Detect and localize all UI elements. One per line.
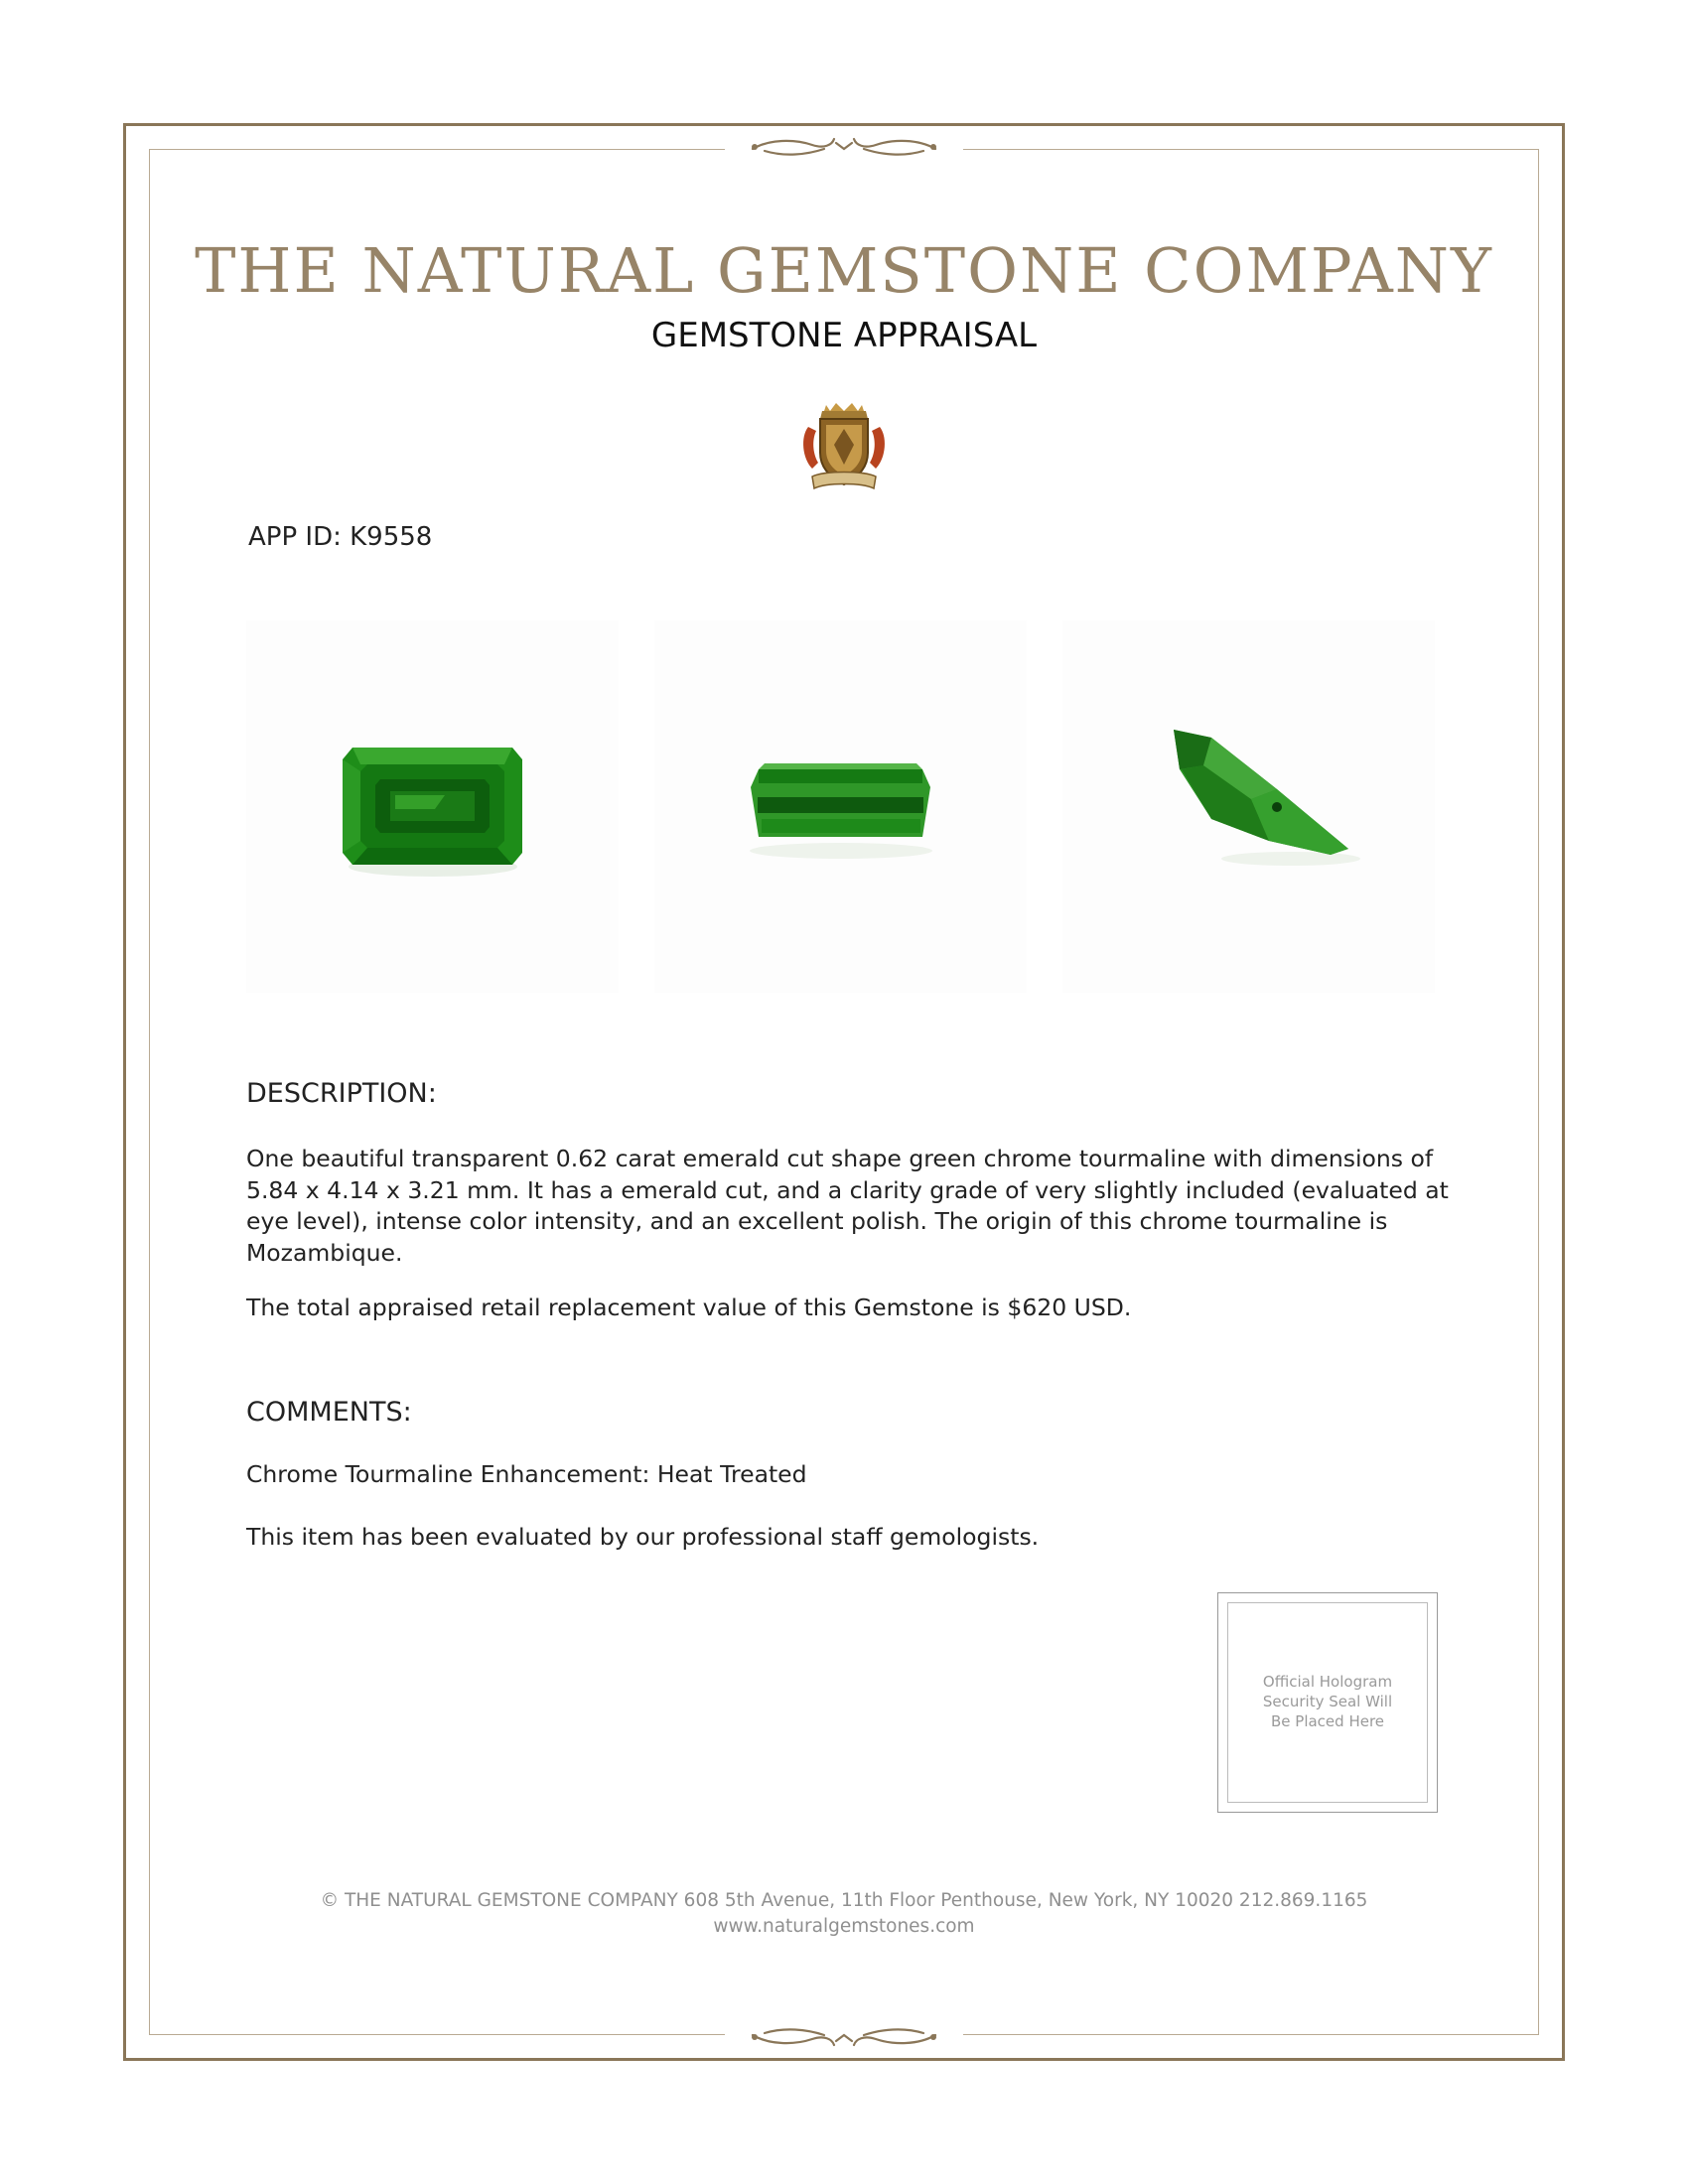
appraised-value-text: The total appraised retail replacement value of this Gemstone is $620 USD.: [246, 1294, 1132, 1321]
gem-top-view-image: [246, 620, 619, 993]
seal-line-2: Security Seal Will: [1262, 1693, 1393, 1710]
document-title: GEMSTONE APPRAISAL: [650, 316, 1038, 355]
footer-website-link[interactable]: www.naturalgemstones.com: [713, 1916, 975, 1937]
footer-address: © THE NATURAL GEMSTONE COMPANY 608 5th Avenue, 11th Floor Penthouse, New York, NY 10020 212.869.1165: [320, 1890, 1368, 1911]
hologram-seal-text: [1227, 1672, 1428, 1731]
description-heading: DESCRIPTION:: [246, 1078, 437, 1109]
seal-line-1: Official Hologram: [1262, 1673, 1393, 1691]
evaluation-text: This item has been evaluated by our professional staff gemologists.: [246, 1523, 1040, 1551]
bottom-ornament-icon: [725, 2017, 963, 2057]
enhancement-text: Chrome Tourmaline Enhancement: Heat Treated: [246, 1460, 807, 1488]
description-text: One beautiful transparent 0.62 carat emerald cut shape green chrome tourmaline with dimensions of 5.84 x 4.14 x 3.21 mm. It has a emerald cut, and a clarity grade of very slightly included (evaluated at eye level), intense color intensity, and an excellent polish. The origin of this chrome tourmaline is Mozambique.: [246, 1145, 1449, 1267]
gem-angled-view-image: [1062, 620, 1435, 993]
company-name: THE NATURAL GEMSTONE COMPANY: [195, 234, 1493, 307]
app-id: APP ID: K9558: [248, 522, 433, 552]
top-ornament-icon: [725, 127, 963, 167]
seal-line-3: Be Placed Here: [1270, 1712, 1385, 1730]
company-crest-logo: [794, 397, 894, 496]
comments-heading: COMMENTS:: [246, 1397, 412, 1428]
gem-side-view-image: [654, 620, 1027, 993]
